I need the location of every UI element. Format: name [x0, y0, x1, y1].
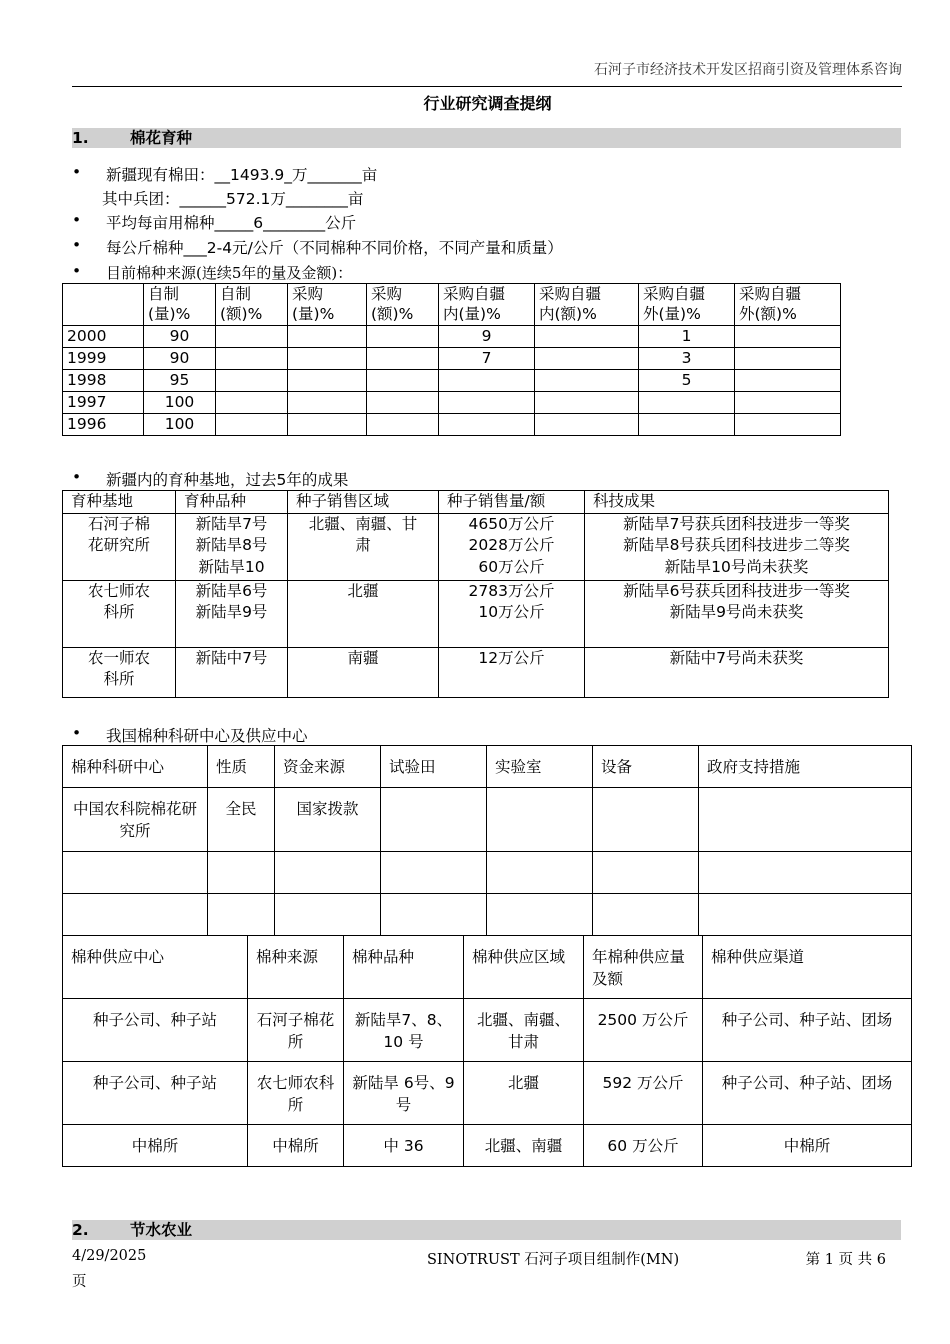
- table-cell: [535, 326, 639, 348]
- header-cell: 性质: [208, 746, 275, 788]
- variety-cell: 新陆中7号: [176, 647, 288, 697]
- table-cell: [593, 852, 699, 894]
- bullet-text: 每公斤棉种___2-4元/公斤（不同棉种不同价格，不同产量和质量）: [106, 239, 563, 257]
- header-cell: 种子销售区域: [288, 491, 439, 514]
- table-row: [63, 999, 912, 1062]
- year-cell: 1996: [63, 414, 144, 436]
- table-row: [63, 513, 889, 580]
- table-cell: 100: [144, 392, 216, 414]
- table-cell: [275, 852, 381, 894]
- table-cell: 中国农科院棉花研究所: [63, 788, 208, 852]
- table-cell: [735, 414, 841, 436]
- region-cell: 北疆、南疆、甘 肃: [288, 513, 439, 580]
- table-cell: 种子公司、种子站: [63, 1062, 248, 1125]
- bullet-text: 目前棉种来源(连续5年的量及金额)：: [106, 264, 353, 282]
- table-cell: 种子公司、种子站、团场: [703, 1062, 912, 1125]
- header-cell: 自制 (量)%: [144, 284, 216, 326]
- header-text: 石河子市经济技术开发区招商引资及管理体系咨询: [594, 62, 902, 78]
- bullet-icon: •: [72, 262, 82, 280]
- header-cell: 棉种品种: [344, 936, 464, 999]
- base-cell: 石河子棉 花研究所: [63, 513, 176, 580]
- table-cell: 国家拨款: [275, 788, 381, 852]
- table-row: [63, 647, 889, 697]
- section-1-heading: [72, 128, 901, 148]
- table-cell: [699, 852, 912, 894]
- bullet-icon: •: [72, 211, 82, 229]
- table-cell: [735, 326, 841, 348]
- section-2-title: 节水农业: [130, 1221, 193, 1239]
- table-cell: [216, 326, 288, 348]
- section-1-number: 1.: [72, 129, 89, 147]
- table-row: [63, 852, 912, 894]
- header-cell: 棉种供应中心: [63, 936, 248, 999]
- table-cell: [288, 370, 367, 392]
- table-header-row: [63, 491, 889, 514]
- table-cell: [381, 852, 487, 894]
- table-cell: [367, 370, 439, 392]
- table-row: [63, 392, 841, 414]
- region-cell: 北疆: [288, 580, 439, 647]
- table-cell: 中棉所: [248, 1125, 344, 1167]
- header-cell: 采购自疆 内(量)%: [439, 284, 535, 326]
- table-header-row: [63, 746, 912, 788]
- table-cell: [439, 370, 535, 392]
- table-cell: [208, 894, 275, 936]
- table-cell: 中 36: [344, 1125, 464, 1167]
- table-cell: [216, 392, 288, 414]
- table-cell: [381, 788, 487, 852]
- table-cell: 中棉所: [703, 1125, 912, 1167]
- header-cell: 育种基地: [63, 491, 176, 514]
- header-cell: 设备: [593, 746, 699, 788]
- table-cell: 北疆、南疆: [464, 1125, 584, 1167]
- table-cell: [63, 894, 208, 936]
- table-cell: [699, 894, 912, 936]
- variety-cell: 新陆旱7号 新陆旱8号 新陆旱10: [176, 513, 288, 580]
- year-cell: 1998: [63, 370, 144, 392]
- table-cell: 北疆: [464, 1062, 584, 1125]
- base-cell: 农一师农 科所: [63, 647, 176, 697]
- table-cell: [63, 852, 208, 894]
- table-cell: [367, 348, 439, 370]
- header-cell: 试验田: [381, 746, 487, 788]
- table-row: [63, 370, 841, 392]
- table-cell: [535, 348, 639, 370]
- table-cell: [208, 852, 275, 894]
- header-cell: 采购 (量)%: [288, 284, 367, 326]
- bullet-icon: •: [72, 163, 82, 181]
- table-cell: 592 万公斤: [584, 1062, 703, 1125]
- table-cell: [535, 392, 639, 414]
- table-cell: [735, 348, 841, 370]
- sales-cell: 4650万公斤 2028万公斤 60万公斤: [439, 513, 585, 580]
- table-cell: 农七师农科所: [248, 1062, 344, 1125]
- table-cell: [288, 414, 367, 436]
- header-cell: [63, 284, 144, 326]
- header-cell: 棉种来源: [248, 936, 344, 999]
- table-cell: [439, 414, 535, 436]
- table-cell: [735, 370, 841, 392]
- result-cell: 新陆旱6号获兵团科技进步一等奖 新陆旱9号尚未获奖: [585, 580, 889, 647]
- bullet-icon: •: [72, 724, 82, 742]
- table-cell: 石河子棉花所: [248, 999, 344, 1062]
- table-cell: [216, 370, 288, 392]
- table-cell: 种子公司、种子站: [63, 999, 248, 1062]
- table-row: [63, 580, 889, 647]
- bullet-text: 新疆现有棉田：__1493.9_万_______亩: [106, 166, 378, 184]
- table-cell: [735, 392, 841, 414]
- table-row: [63, 348, 841, 370]
- table-cell: 5: [639, 370, 735, 392]
- supply-center-table: [62, 935, 912, 1167]
- year-cell: 1999: [63, 348, 144, 370]
- header-cell: 棉种科研中心: [63, 746, 208, 788]
- header-cell: 采购自疆 外(额)%: [735, 284, 841, 326]
- table-cell: [535, 414, 639, 436]
- table-cell: 3: [639, 348, 735, 370]
- result-cell: 新陆中7号尚未获奖: [585, 647, 889, 697]
- result-cell: 新陆旱7号获兵团科技进步一等奖 新陆旱8号获兵团科技进步二等奖 新陆旱10号尚未获奖: [585, 513, 889, 580]
- research-center-table: [62, 745, 912, 936]
- table-row: [63, 1125, 912, 1167]
- sales-cell: 2783万公斤 10万公斤: [439, 580, 585, 647]
- header-cell: 科技成果: [585, 491, 889, 514]
- region-cell: 南疆: [288, 647, 439, 697]
- header-cell: 采购自疆 内(额)%: [535, 284, 639, 326]
- header-cell: 自制 (额)%: [216, 284, 288, 326]
- base-cell: 农七师农 科所: [63, 580, 176, 647]
- header-cell: 资金来源: [275, 746, 381, 788]
- header-cell: 政府支持措施: [699, 746, 912, 788]
- table-cell: [639, 414, 735, 436]
- table-cell: 95: [144, 370, 216, 392]
- header-cell: 实验室: [487, 746, 593, 788]
- table-cell: 1: [639, 326, 735, 348]
- table-cell: 100: [144, 414, 216, 436]
- footer-date: 4/29/2025: [72, 1248, 147, 1264]
- table-cell: [487, 852, 593, 894]
- table-cell: [367, 392, 439, 414]
- table-cell: 90: [144, 326, 216, 348]
- table-cell: [216, 414, 288, 436]
- seed-source-table: [62, 283, 841, 436]
- bullet-icon: •: [72, 236, 82, 254]
- table-cell: [367, 326, 439, 348]
- year-cell: 1997: [63, 392, 144, 414]
- table-cell: 9: [439, 326, 535, 348]
- header-cell: 种子销售量/额: [439, 491, 585, 514]
- table-cell: 种子公司、种子站、团场: [703, 999, 912, 1062]
- section-2-heading: [72, 1220, 901, 1240]
- table-cell: [639, 392, 735, 414]
- table-cell: [381, 894, 487, 936]
- table-cell: 新陆旱7、8、10 号: [344, 999, 464, 1062]
- table-cell: 7: [439, 348, 535, 370]
- bullet-text: 新疆内的育种基地，过去5年的成果: [106, 471, 349, 489]
- table-cell: [288, 348, 367, 370]
- table-cell: [535, 370, 639, 392]
- table-row: [63, 788, 912, 852]
- table-cell: [439, 392, 535, 414]
- table-row: [63, 894, 912, 936]
- table-cell: [593, 894, 699, 936]
- bullet-text: 平均每亩用棉种_____6________公斤: [106, 214, 357, 232]
- table-cell: [487, 894, 593, 936]
- header-cell: 年棉种供应量及额: [584, 936, 703, 999]
- year-cell: 2000: [63, 326, 144, 348]
- table-cell: 新陆旱 6号、9 号: [344, 1062, 464, 1125]
- table-cell: 60 万公斤: [584, 1125, 703, 1167]
- sales-cell: 12万公斤: [439, 647, 585, 697]
- table-cell: 2500 万公斤: [584, 999, 703, 1062]
- bullet-text: 我国棉种科研中心及供应中心: [106, 727, 308, 745]
- table-cell: [593, 788, 699, 852]
- table-cell: [487, 788, 593, 852]
- table-cell: [367, 414, 439, 436]
- table-cell: 全民: [208, 788, 275, 852]
- table-row: [63, 1062, 912, 1125]
- table-row: [63, 414, 841, 436]
- header-cell: 育种品种: [176, 491, 288, 514]
- footer-center: SINOTRUST 石河子项目组制作(MN): [427, 1252, 680, 1268]
- header-cell: 棉种供应渠道: [703, 936, 912, 999]
- breeding-base-table: [62, 490, 889, 698]
- table-header-row: [63, 284, 841, 326]
- table-cell: [275, 894, 381, 936]
- table-cell: [288, 326, 367, 348]
- table-cell: [216, 348, 288, 370]
- section-1-title: 棉花育种: [130, 129, 193, 147]
- header-cell: 采购自疆 外(量)%: [639, 284, 735, 326]
- header-rule: [72, 86, 902, 87]
- document-title: 行业研究调查提纲: [423, 94, 552, 113]
- footer-page-number-cont: 页: [72, 1274, 87, 1290]
- table-cell: 中棉所: [63, 1125, 248, 1167]
- table-cell: 北疆、南疆、甘肃: [464, 999, 584, 1062]
- table-row: [63, 326, 841, 348]
- table-cell: 90: [144, 348, 216, 370]
- footer-page-number: 第 1 页 共 6: [805, 1252, 886, 1268]
- header-cell: 采购 (额)%: [367, 284, 439, 326]
- table-cell: [288, 392, 367, 414]
- bullet-icon: •: [72, 468, 82, 486]
- table-header-row: [63, 936, 912, 999]
- section-2-number: 2.: [72, 1221, 89, 1239]
- table-cell: [699, 788, 912, 852]
- variety-cell: 新陆旱6号 新陆旱9号: [176, 580, 288, 647]
- bullet-text: 其中兵团：______572.1万________亩: [102, 190, 364, 208]
- header-cell: 棉种供应区域: [464, 936, 584, 999]
